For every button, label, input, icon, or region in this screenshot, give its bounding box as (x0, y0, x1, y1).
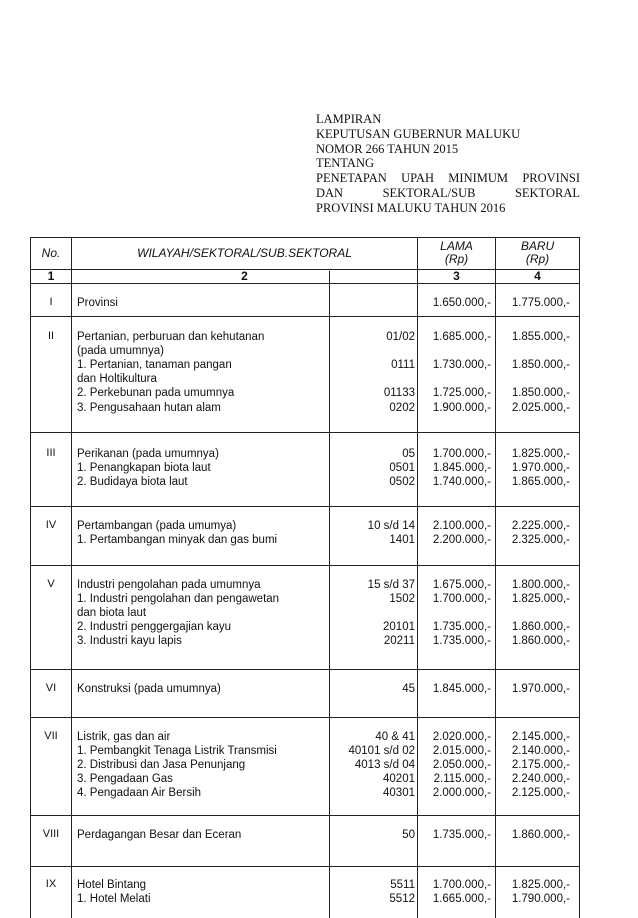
section-divider (31, 717, 579, 718)
lama-value: 1.740.000,- (432, 476, 491, 489)
section-number: IV (45, 519, 57, 531)
lama-value: 2.100.000,- (432, 520, 491, 532)
sector-name: 1. Pertanian, tanaman pangan (77, 359, 232, 372)
section-divider (31, 866, 579, 867)
sector-name: 3. Industri kayu lapis (77, 635, 182, 648)
lama-value: 1.685.000,- (432, 331, 491, 343)
header-baru-unit: (Rp) (525, 252, 550, 266)
baru-value: 2.325.000,- (511, 534, 570, 547)
lama-value: 2.015.000,- (432, 745, 491, 758)
lama-value: 1.735.000,- (432, 635, 491, 648)
header-baru (496, 240, 579, 266)
section-divider (31, 565, 579, 566)
sector-name: 2. Perkebunan pada umumnya (77, 387, 235, 400)
sector-name: Hotel Bintang (77, 879, 147, 891)
header-lama-label: LAMA (440, 239, 473, 253)
sector-name: dan biota laut (77, 607, 147, 620)
sector-code: 01/02 (386, 331, 415, 343)
section-divider (31, 316, 579, 317)
header-word: MINIMUM (448, 171, 509, 186)
sector-name: 1. Hotel Melati (77, 893, 151, 906)
sector-code: 0202 (389, 401, 415, 414)
header-line-keputusan: KEPUTUSAN GUBERNUR MALUKU (316, 126, 521, 141)
sector-code: 5511 (390, 879, 415, 891)
index-cell-4: 4 (534, 269, 541, 283)
sector-name: 1. Industri pengolahan dan pengawetan (77, 593, 280, 606)
header-line-penetapan (316, 171, 580, 186)
header-line-provinsi: PROVINSI MALUKU TAHUN 2016 (316, 200, 506, 215)
baru-value: 1.865.000,- (511, 476, 570, 489)
header-wilayah: WILAYAH/SEKTORAL/SUB.SEKTORAL (137, 246, 352, 260)
sector-name: Perdagangan Besar dan Eceran (77, 829, 242, 841)
header-line-sektoral (316, 186, 580, 201)
sector-code: 45 (402, 683, 415, 695)
sector-name: Industri pengolahan pada umumnya (77, 579, 261, 591)
header-lama (418, 240, 495, 266)
sector-code: 20101 (383, 621, 415, 634)
sector-name: 2. Budidaya biota laut (77, 476, 188, 489)
section-number: V (47, 578, 55, 590)
section-number: I (49, 296, 53, 308)
section-number: II (47, 330, 55, 342)
sector-name: 2. Industri penggergajian kayu (77, 621, 232, 634)
baru-value: 1.970.000,- (511, 462, 570, 475)
baru-value: 1.970.000,- (511, 683, 570, 695)
sector-name: 3. Pengadaan Gas (77, 773, 173, 786)
section-divider (31, 432, 579, 433)
sector-name: Pertanian, perburuan dan kehutanan (77, 331, 265, 343)
sector-name: 3. Pengusahaan hutan alam (77, 401, 221, 414)
baru-value: 1.825.000,- (511, 593, 570, 606)
baru-value: 1.825.000,- (511, 448, 570, 460)
index-cell-1: 1 (47, 269, 55, 283)
baru-value: 2.175.000,- (511, 759, 570, 772)
lama-value: 1.845.000,- (432, 462, 491, 475)
header-baru-label: BARU (520, 239, 555, 253)
sector-code: 40201 (383, 773, 415, 786)
baru-value: 2.140.000,- (511, 745, 570, 758)
sector-code: 01133 (383, 387, 415, 400)
sector-code: 1502 (389, 593, 415, 606)
sector-code: 5512 (389, 893, 415, 906)
sector-code: 0111 (391, 359, 415, 372)
section-number: VII (44, 730, 58, 742)
header-no: No. (41, 246, 61, 260)
sector-name: Konstruksi (pada umumnya) (77, 683, 221, 695)
section-number: III (46, 447, 56, 459)
lama-value: 1.845.000,- (432, 683, 491, 695)
section-divider (31, 506, 579, 507)
index-cell-3: 3 (453, 269, 460, 283)
header-word: PENETAPAN (316, 171, 387, 186)
baru-value: 2.025.000,- (511, 401, 570, 414)
lama-value: 1.700.000,- (432, 593, 491, 606)
sector-name: Provinsi (77, 297, 118, 309)
sector-name: 1. Pembangkit Tenaga Listrik Transmisi (77, 745, 277, 758)
baru-value: 1.800.000,- (511, 579, 570, 591)
header-lama-unit: (Rp) (444, 252, 469, 266)
baru-value: 2.240.000,- (511, 773, 570, 786)
sector-code: 20211 (383, 635, 415, 648)
baru-value: 1.860.000,- (511, 621, 570, 634)
index-cell-2: 2 (241, 269, 248, 283)
sector-name: 2. Distribusi dan Jasa Penunjang (77, 759, 246, 772)
document-header (316, 112, 580, 216)
header-word: PROVINSI (522, 171, 580, 186)
header-line-nomor: NOMOR 266 TAHUN 2015 (316, 141, 459, 156)
lama-value: 2.200.000,- (432, 534, 491, 547)
index-row-divider (31, 283, 579, 284)
lama-value: 1.665.000,- (432, 893, 491, 906)
sector-code: 0502 (389, 476, 415, 489)
section-divider (31, 669, 579, 670)
lama-value: 2.115.000,- (433, 773, 491, 786)
baru-value: 1.775.000,- (511, 297, 570, 309)
baru-value: 1.860.000,- (511, 635, 570, 648)
baru-value: 2.125.000,- (511, 787, 570, 800)
header-word: DAN (316, 185, 344, 200)
baru-value: 1.850.000,- (511, 359, 570, 372)
lama-value: 1.735.000,- (432, 829, 491, 841)
header-word: UPAH (401, 171, 434, 186)
wage-table (30, 237, 580, 918)
header-line-lampiran: LAMPIRAN (316, 112, 382, 126)
sector-code: 50 (402, 829, 415, 841)
header-word: SEKTORAL (514, 185, 580, 200)
sector-code: 1401 (389, 534, 415, 547)
sector-code: 40301 (383, 787, 415, 800)
lama-value: 2.000.000,- (432, 787, 491, 800)
sector-code: 10 s/d 14 (367, 520, 415, 532)
lama-value: 1.700.000,- (432, 448, 491, 460)
lama-value: 2.020.000,- (432, 731, 491, 743)
sector-code: 40 & 41 (375, 731, 415, 743)
lama-value: 1.725.000,- (432, 387, 491, 400)
baru-value: 1.860.000,- (511, 829, 570, 841)
sector-code: 40101 s/d 02 (348, 745, 415, 758)
sector-code: 05 (402, 448, 415, 460)
sector-name: (pada umumnya) (77, 345, 164, 358)
section-number: VI (45, 682, 57, 694)
lama-value: 2.050.000,- (432, 759, 491, 772)
header-word: SEKTORAL/SUB (382, 185, 476, 200)
baru-value: 1.855.000,- (511, 331, 570, 343)
lama-value: 1.700.000,- (432, 879, 491, 891)
sector-name: dan Holtikultura (77, 373, 157, 386)
lama-value: 1.735.000,- (432, 621, 491, 634)
lama-value: 1.900.000,- (432, 401, 491, 414)
section-number: VIII (42, 828, 60, 840)
sector-name: 4. Pengadaan Air Bersih (77, 787, 202, 800)
header-line-tentang: TENTANG (316, 156, 375, 171)
column-divider (71, 238, 72, 918)
baru-value: 1.825.000,- (511, 879, 570, 891)
sector-name: Listrik, gas dan air (77, 731, 171, 743)
sector-code: 0501 (389, 462, 415, 475)
sector-name: 1. Penangkapan biota laut (77, 462, 211, 475)
section-divider (31, 815, 579, 816)
baru-value: 1.790.000,- (511, 893, 570, 906)
sector-code: 15 s/d 37 (367, 579, 415, 591)
lama-value: 1.730.000,- (432, 359, 491, 372)
sector-code: 4013 s/d 04 (354, 759, 415, 772)
sector-name: Pertambangan (pada umumya) (77, 520, 237, 532)
baru-value: 1.850.000,- (511, 387, 570, 400)
baru-value: 2.145.000,- (511, 731, 570, 743)
baru-value: 2.225.000,- (511, 520, 570, 532)
lama-value: 1.675.000,- (432, 579, 491, 591)
sector-name: Perikanan (pada umumnya) (77, 448, 219, 460)
lama-value: 1.650.000,- (432, 297, 491, 309)
sector-name: 1. Pertambangan minyak dan gas bumi (77, 534, 278, 547)
section-number: IX (45, 878, 57, 890)
